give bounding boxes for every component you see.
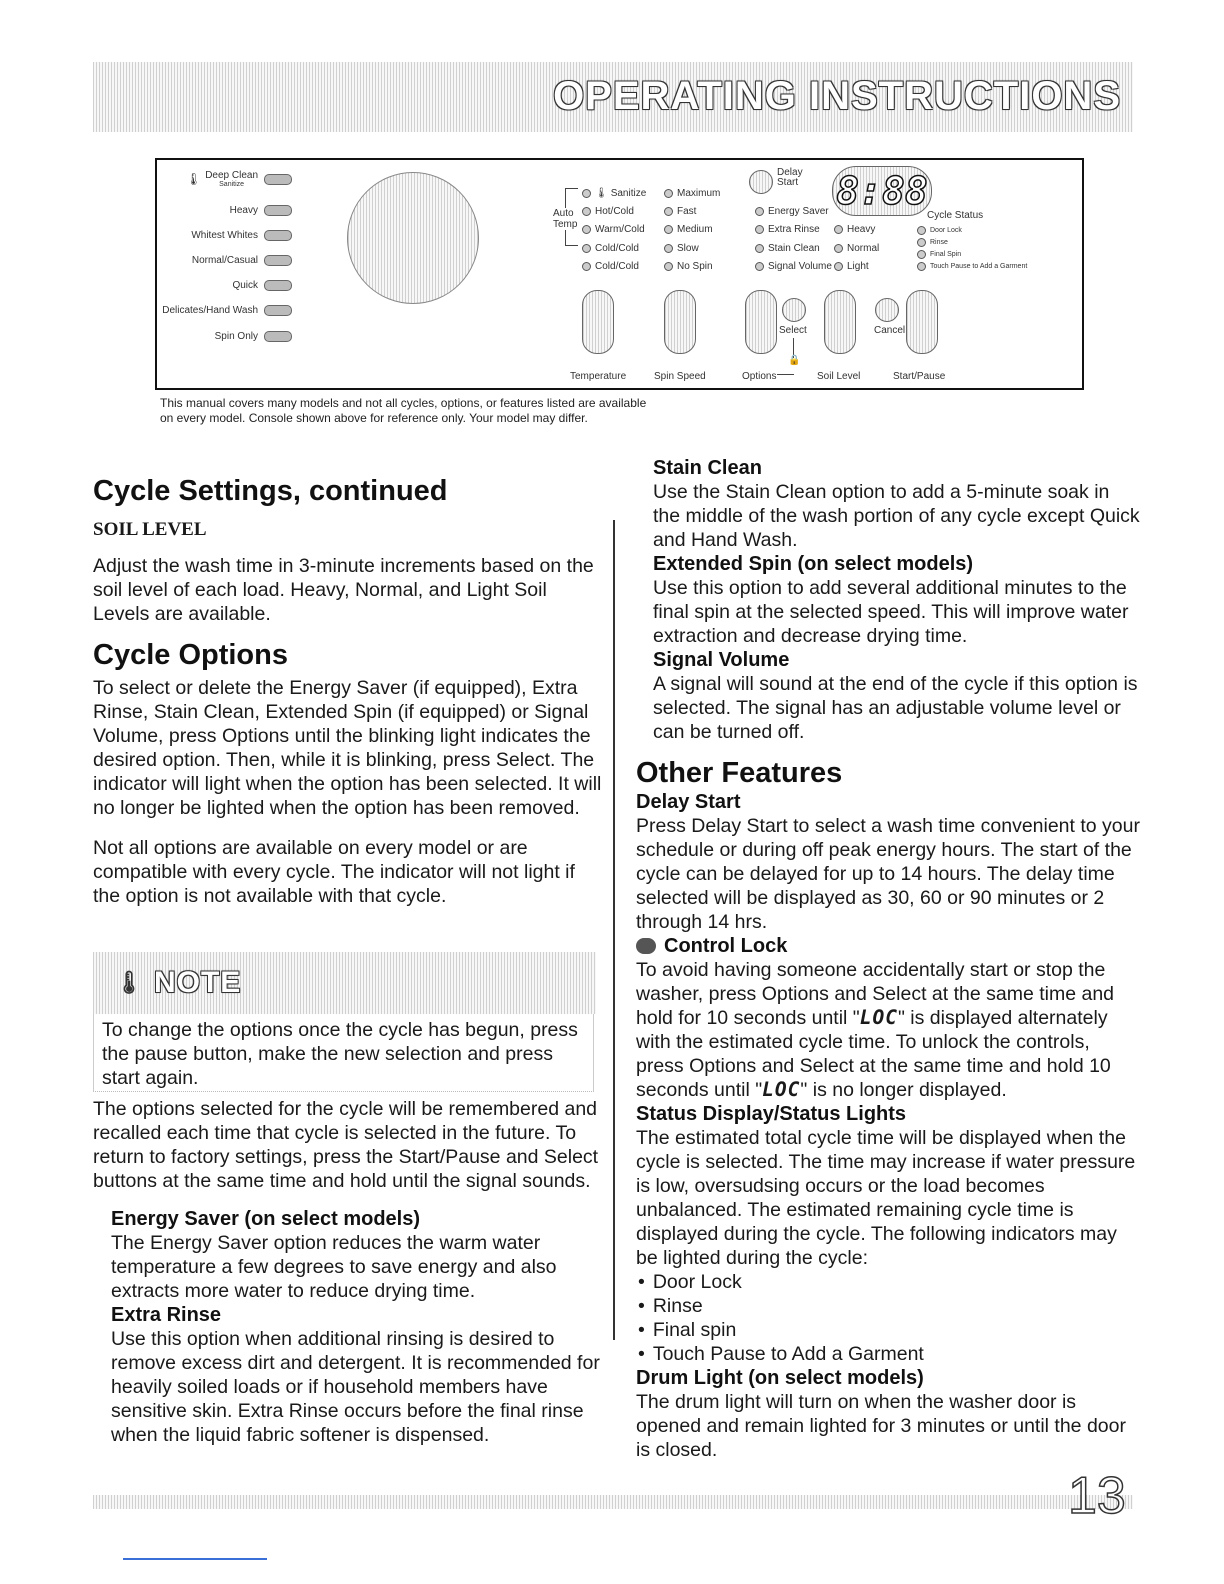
extended-spin-text: Use this option to add several additional minutes to the final spin at the selected speed. This will improve water extraction and decrease drying time.: [653, 577, 1129, 647]
loc-code: LOC: [762, 1078, 801, 1101]
remembered-text: The options selected for the cycle will be remembered and recalled each time that cycle is selected in the future. To return to factory settings, press the Start/Pause and Select buttons at the same time and hold until the signal sounds.: [93, 1098, 599, 1192]
soil-label: Normal: [847, 243, 880, 254]
temp-cold-cold: [582, 243, 639, 254]
cycle-heavy: [230, 203, 292, 217]
control-lock-heading-wrap: [636, 934, 1141, 958]
cycle-indicator: [264, 174, 292, 185]
indicator-dot: [582, 262, 591, 271]
cycle-delicates: [162, 303, 292, 317]
option-energy-saver: [755, 206, 829, 217]
temp-cold-cold-2: [582, 261, 639, 272]
spin-slow: [664, 243, 699, 254]
option-label: Signal Volume: [768, 261, 832, 272]
indicator-dot: [664, 244, 673, 253]
soil-level-text: Adjust the wash time in 3-minute increments based on the soil level of each load. Heavy, Normal, and Light Soil Levels are available.: [93, 555, 594, 625]
cycle-label: Deep Clean: [205, 169, 258, 181]
soil-heavy: [834, 224, 875, 235]
stain-clean-heading: Stain Clean: [653, 457, 762, 479]
select-button: [782, 298, 806, 322]
soil-label: Heavy: [847, 224, 876, 235]
temp-label: Cold/Cold: [595, 243, 639, 254]
soil-level-heading: SOIL LEVEL: [93, 519, 207, 540]
select-label: Select: [779, 325, 807, 336]
cycle-options-p1: To select or delete the Energy Saver (if equipped), Extra Rinse, Stain Clean, Extended Spin (if equipped) or Signal Volume, press Options until the blinking light indicates the desired option. Then, while it is blinking, press Select. The indicator will light when the option has been selected. It will no longer be lighted when the option has been removed.: [93, 677, 602, 819]
signal-volume-text: A signal will sound at the end of the cycle if this option is selected. The signal has an adjustable volume level or can be turned off.: [653, 673, 1138, 743]
note-title-wrap: [115, 966, 241, 1000]
thermometer-icon: 🌡: [115, 970, 144, 995]
indicator-dot: [834, 225, 843, 234]
cycle-indicator: [264, 331, 292, 342]
drum-light-heading: Drum Light (on select models): [636, 1367, 924, 1389]
cycle-label: Quick: [232, 279, 258, 291]
status-label: Final Spin: [930, 251, 962, 258]
status-door-lock: [917, 226, 962, 235]
list-item: • Door Lock: [654, 1270, 1141, 1294]
soil-label: Light: [847, 261, 869, 272]
temperature-label: Temperature: [570, 371, 627, 382]
status-add-garment: [917, 262, 1027, 271]
soil-level-button: [824, 290, 856, 354]
control-lock-heading: Control Lock: [664, 935, 788, 957]
page-number: 13: [1068, 1467, 1126, 1525]
indicator-dot: [582, 189, 591, 198]
temp-label: Sanitize: [610, 188, 647, 199]
note-text: To change the options once the cycle has begun, press the pause button, make the new selection and press start again.: [93, 1014, 594, 1092]
indicator-dot: [917, 262, 926, 271]
extended-spin-heading: Extended Spin (on select models): [653, 553, 974, 575]
thermometer-icon: 🌡: [595, 188, 608, 199]
temp-sanitize: [582, 188, 646, 199]
status-rinse: [917, 238, 948, 247]
console-illustration: [155, 158, 1084, 390]
lock-icon: 🔒: [788, 355, 801, 366]
cycle-selector-knob: [347, 172, 479, 304]
disclaimer-line: on every model. Console shown above for reference only. Your model may differ.: [160, 411, 588, 425]
control-lock-text-a: To avoid having someone accidentally start or stop the washer, press Options and Select at the same time and hold for 10 seconds until ": [636, 959, 1115, 1029]
other-features-heading: Other Features: [636, 757, 843, 789]
cycle-label: Heavy: [229, 204, 258, 216]
blue-rule: [123, 1558, 267, 1560]
indicator-dot: [834, 262, 843, 271]
delay-start-button: [749, 170, 773, 194]
control-lock-text: [636, 958, 1141, 1102]
cancel-label: Cancel: [874, 325, 906, 336]
options-label: Options: [742, 371, 777, 382]
list-item: • Final spin: [654, 1318, 1141, 1342]
status-final-spin: [917, 250, 961, 259]
footer-bar: [93, 1495, 1133, 1509]
status-bullet-list: [636, 1270, 1141, 1366]
status-label: Touch Pause to Add a Garment: [930, 263, 1028, 270]
extra-rinse-text: Use this option when additional rinsing is desired to remove excess dirt and detergent. It is recommended for heavily soiled loads or if household members have sensitive skin. Extra Rinse occurs before the final rinse when the liquid fabric softener is dispensed.: [111, 1328, 600, 1446]
spin-label: Fast: [677, 206, 697, 217]
right-column: [636, 456, 1141, 1462]
indicator-dot: [582, 225, 591, 234]
auto-temp-label: Auto Temp: [553, 208, 578, 230]
stain-clean-text: Use the Stain Clean option to add a 5-minute soak in the middle of the wash portion of any cycle except Quick and Hand Wash.: [653, 481, 1140, 551]
control-lock-text-b: " is displayed alternately with the estimated cycle time. To unlock the controls, press Options and Select at the same time and hold 10 seconds until ": [636, 1007, 1111, 1101]
control-lock-text-c: " is no longer displayed.: [800, 1079, 1007, 1101]
spin-label: Medium: [677, 224, 713, 235]
option-label: Extra Rinse: [768, 224, 820, 235]
energy-saver-text: The Energy Saver option reduces the warm water temperature a few degrees to save energy and also extracts more water to reduce drying time.: [111, 1232, 557, 1302]
energy-saver-heading: Energy Saver (on select models): [111, 1208, 421, 1230]
indicator-dot: [917, 250, 926, 259]
list-item: • Touch Pause to Add a Garment: [654, 1342, 1141, 1366]
temperature-button: [582, 290, 614, 354]
page-title: OPERATING INSTRUCTIONS: [553, 74, 1121, 118]
spin-maximum: [664, 188, 720, 199]
options-button: [745, 290, 777, 354]
option-label: Energy Saver: [768, 206, 829, 217]
cycle-indicator: [264, 305, 292, 316]
cycle-label: Normal/Casual: [191, 254, 258, 266]
indicator-dot: [755, 207, 764, 216]
soil-normal: [834, 243, 879, 254]
status-heading: Status Display/Status Lights: [636, 1103, 907, 1125]
indicator-dot: [664, 189, 673, 198]
cycle-status-title: Cycle Status: [927, 210, 984, 221]
delay-start-heading: Delay Start: [636, 791, 741, 813]
options-connector-line: [777, 374, 794, 375]
cycle-indicator: [264, 230, 292, 241]
cycle-options-p2: Not all options are available on every model or are compatible with every cycle. The indicator will not light if the option is not available with that cycle.: [93, 837, 575, 907]
indicator-dot: [664, 225, 673, 234]
cancel-button: [875, 298, 899, 322]
spin-speed-label: Spin Speed: [654, 371, 706, 382]
cycle-indicator: [264, 205, 292, 216]
delay-start-label: Delay Start: [777, 167, 803, 188]
spin-label: Slow: [677, 243, 699, 254]
lock-icon: [636, 938, 656, 954]
soil-level-label: Soil Level: [817, 371, 861, 382]
start-pause-label: Start/Pause: [893, 371, 946, 382]
header-banner: [93, 62, 1133, 132]
cycle-settings-heading: Cycle Settings, continued: [93, 475, 448, 507]
option-extra-rinse: [755, 224, 820, 235]
cycle-label: Spin Only: [214, 330, 258, 342]
time-display: 8:88: [832, 166, 932, 216]
indicator-dot: [917, 226, 926, 235]
option-stain-clean: [755, 243, 820, 254]
indicator-dot: [664, 262, 673, 271]
spin-speed-button: [664, 290, 696, 354]
indicator-dot: [582, 244, 591, 253]
indicator-dot: [917, 238, 926, 247]
column-divider: [613, 520, 615, 1340]
status-label: Rinse: [930, 239, 948, 246]
note-title: NOTE: [153, 966, 242, 999]
option-signal-volume: [755, 261, 832, 272]
indicator-dot: [755, 225, 764, 234]
cycle-quick: [232, 278, 292, 292]
delay-start-text: Press Delay Start to select a wash time convenient to your schedule or during off peak energy hours. The start of the cycle can be delayed for up to 14 hours. The delay time selected will be displayed as 30, 60 or 90 minutes or 2 through 14 hrs.: [636, 815, 1140, 933]
cycle-label: Whitest Whites: [191, 229, 258, 241]
cycle-label: Delicates/Hand Wash: [162, 304, 258, 316]
indicator-dot: [582, 207, 591, 216]
temp-warm-cold: [582, 224, 645, 235]
cycle-indicator: [264, 280, 292, 291]
temp-hot-cold: [582, 206, 634, 217]
temp-label: Warm/Cold: [595, 224, 645, 235]
cycle-spin-only: [215, 329, 292, 343]
spin-no-spin: [664, 261, 713, 272]
indicator-dot: [755, 262, 764, 271]
soil-light: [834, 261, 869, 272]
cycle-whitest-whites: [191, 228, 292, 242]
temp-label: Cold/Cold: [595, 261, 639, 272]
disclaimer-line: This manual covers many models and not all cycles, options, or features listed are available: [160, 396, 647, 410]
left-column: [93, 474, 603, 908]
indicator-dot: [755, 244, 764, 253]
drum-light-text: The drum light will turn on when the washer door is opened and remain lighted for 3 minutes or until the door is closed.: [636, 1391, 1126, 1461]
cycle-deep-clean: [185, 169, 292, 188]
status-text: The estimated total cycle time will be displayed when the cycle is selected. The time may increase if water pressure is low, oversudsing occurs or the load becomes unbalanced. The estimated remaining cycle time is displayed during the cycle. The following indicators may be lighted during the cycle:: [636, 1127, 1136, 1269]
cycle-options-heading: Cycle Options: [93, 639, 288, 671]
start-pause-button: [906, 290, 938, 354]
loc-code: LOC: [859, 1006, 898, 1029]
temp-label: Hot/Cold: [595, 206, 634, 217]
signal-volume-heading: Signal Volume: [653, 649, 790, 671]
option-label: Stain Clean: [768, 243, 820, 254]
thermometer-icon: 🌡: [185, 172, 202, 186]
left-column-lower: [93, 1097, 603, 1447]
note-box: [93, 952, 596, 1094]
spin-fast: [664, 206, 696, 217]
list-item: • Rinse: [654, 1294, 1141, 1318]
note-header: [93, 952, 596, 1014]
spin-label: No Spin: [677, 261, 713, 272]
status-label: Door Lock: [930, 227, 962, 234]
spin-label: Maximum: [677, 188, 721, 199]
cycle-sub-label: Sanitize: [219, 180, 245, 188]
cycle-indicator: [264, 255, 292, 266]
extra-rinse-heading: Extra Rinse: [111, 1304, 222, 1326]
cycle-normal-casual: [192, 253, 292, 267]
console-disclaimer: [160, 396, 780, 426]
spin-medium: [664, 224, 713, 235]
indicator-dot: [664, 207, 673, 216]
indicator-dot: [834, 244, 843, 253]
